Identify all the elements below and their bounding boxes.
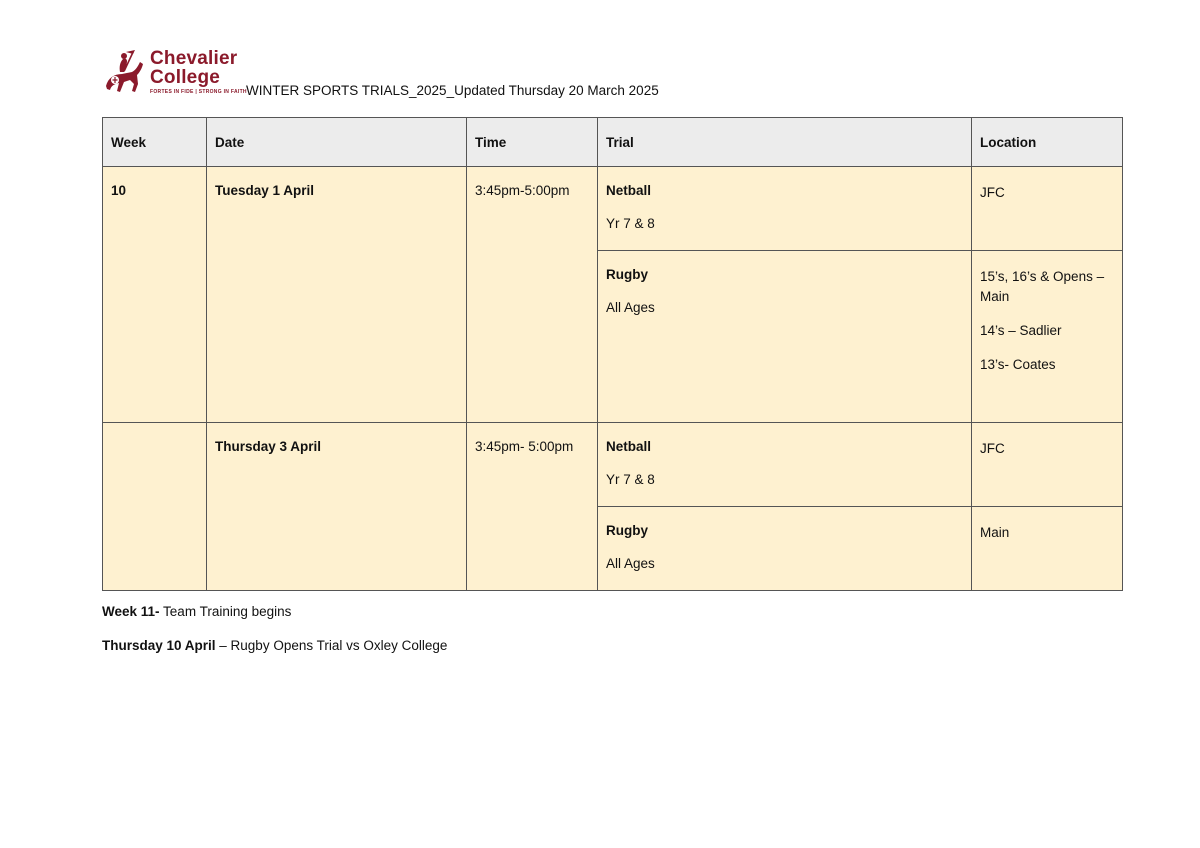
trial-group: All Ages (606, 556, 655, 571)
logo-name-line2: College (150, 67, 221, 88)
trial-sport: Netball (606, 183, 652, 198)
week-cell (103, 423, 207, 591)
trial-cell (598, 423, 972, 507)
location-cell (972, 251, 1123, 423)
note-rugby-opens-trial (102, 637, 447, 655)
note-week-11 (102, 603, 447, 621)
knight-horse-icon (102, 50, 146, 98)
column-header-trial: Trial (598, 118, 972, 167)
table-header-row (103, 118, 1123, 167)
trial-group: Yr 7 & 8 (606, 472, 655, 487)
location-line: 14’s – Sadlier (980, 323, 1062, 338)
college-logo (102, 48, 247, 100)
column-header-location: Location (972, 118, 1123, 167)
trial-sport: Netball (606, 439, 652, 454)
location-line: JFC (980, 441, 1005, 456)
trial-group: All Ages (606, 300, 655, 315)
note-label: Thursday 10 April (102, 638, 216, 653)
time-cell: 3:45pm-5:00pm (467, 167, 598, 423)
trial-cell (598, 167, 972, 251)
location-line: JFC (980, 185, 1005, 200)
location-cell (972, 507, 1123, 591)
trial-sport: Rugby (606, 267, 648, 282)
column-header-week: Week (103, 118, 207, 167)
location-cell (972, 167, 1123, 251)
notes-section (102, 603, 447, 671)
document-title: WINTER SPORTS TRIALS_2025_Updated Thursday 20 March 2025 (246, 83, 659, 98)
column-header-date: Date (207, 118, 467, 167)
trial-sport: Rugby (606, 523, 648, 538)
date-cell: Thursday 3 April (207, 423, 467, 591)
note-text: – Rugby Opens Trial vs Oxley College (215, 638, 448, 653)
date-cell: Tuesday 1 April (207, 167, 467, 423)
logo-name-line1: Chevalier (150, 48, 238, 69)
note-label: Week 11- (102, 604, 160, 619)
document-header (102, 48, 1102, 100)
column-header-time: Time (467, 118, 598, 167)
trials-table (102, 117, 1123, 591)
trial-group: Yr 7 & 8 (606, 216, 655, 231)
location-line: 13’s- Coates (980, 357, 1056, 372)
logo-motto: FORTES IN FIDE | STRONG IN FAITH (150, 89, 247, 95)
location-line: 15’s, 16’s & Opens – Main (980, 269, 1105, 304)
table-row (103, 423, 1123, 507)
location-line: Main (980, 525, 1010, 540)
trial-cell (598, 507, 972, 591)
table-row (103, 167, 1123, 251)
note-text: Team Training begins (159, 604, 292, 619)
week-cell: 10 (103, 167, 207, 423)
time-cell: 3:45pm- 5:00pm (467, 423, 598, 591)
location-cell (972, 423, 1123, 507)
trial-cell (598, 251, 972, 423)
